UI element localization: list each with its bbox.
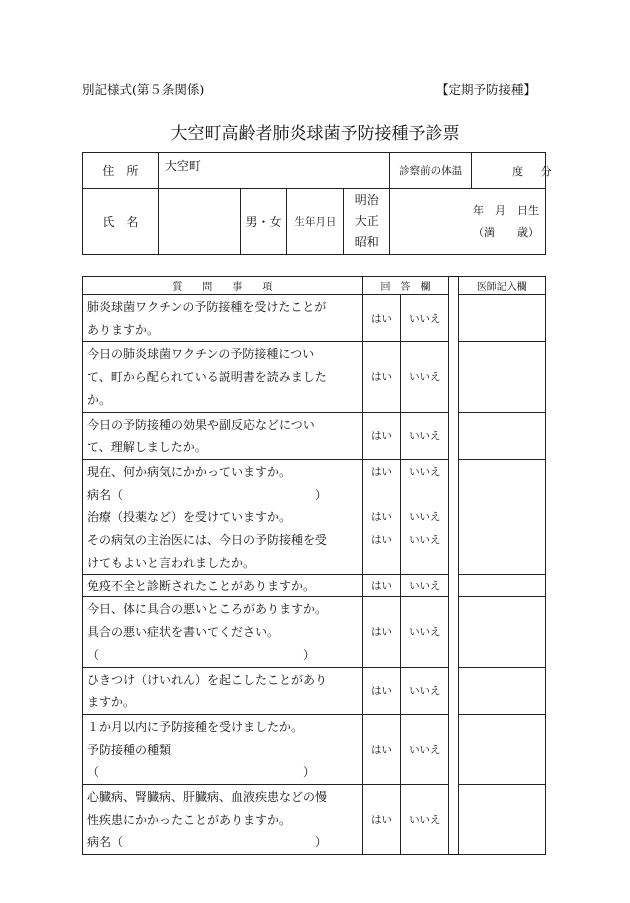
- birthdate-units: 年 月 日生: [473, 203, 539, 217]
- address-field[interactable]: [158, 153, 389, 189]
- question-table: [82, 276, 546, 855]
- no-option[interactable]: いいえ: [401, 597, 449, 667]
- yes-option[interactable]: はい: [362, 667, 401, 714]
- table-row: 心臓病、腎臓病、肝臓病、血液疾患などの慢 性疾患にかかったことがありますか。 病名（ ） はい いいえ: [83, 785, 546, 855]
- table-row: 今日の肺炎球菌ワクチンの予防接種につい て、町から配られている説明書を読みました か。 はい いいえ: [83, 342, 546, 412]
- address-label: 住 所: [83, 153, 159, 189]
- era-options[interactable]: [344, 189, 390, 255]
- doctor-note-cell[interactable]: [458, 667, 545, 714]
- doctor-note-cell[interactable]: [458, 597, 545, 667]
- doctor-note-cell[interactable]: [458, 575, 545, 597]
- no-option[interactable]: いいえ: [401, 785, 449, 855]
- no-option[interactable]: いいえ: [409, 511, 441, 524]
- age-parenthesis: （満 歳）: [473, 225, 539, 239]
- no-option[interactable]: いいえ: [401, 412, 449, 459]
- yes-option[interactable]: はい: [362, 575, 401, 597]
- no-option[interactable]: いいえ: [401, 667, 449, 714]
- yes-option[interactable]: はい: [362, 295, 401, 342]
- no-option[interactable]: いいえ: [409, 534, 441, 547]
- doctor-note-cell[interactable]: [458, 295, 545, 342]
- form-reference: 別記様式(第５条関係): [82, 82, 205, 97]
- table-row: 現在、何か病気にかかっていますか。 病名（ ） 治療（投薬など）を受けていますか。 その病気の主治医には、今日の予防接種を受 けてもよいと言われましたか。 はい はい はい いいえ いいえ いいえ: [83, 459, 546, 575]
- header-answer: 回 答 欄: [362, 277, 449, 295]
- birthdate-label: 生年月日: [287, 189, 344, 255]
- no-option[interactable]: いいえ: [401, 575, 449, 597]
- form-category: 【定期予防接種】: [436, 82, 537, 97]
- yes-option[interactable]: はい: [362, 412, 401, 459]
- doctor-note-cell[interactable]: [458, 785, 545, 855]
- temperature-label: 診察前の体温: [390, 153, 472, 189]
- no-option[interactable]: いいえ: [401, 295, 449, 342]
- doctor-note-cell[interactable]: [458, 714, 545, 784]
- yes-option[interactable]: はい: [362, 785, 401, 855]
- table-row: 今日の予防接種の効果や副反応などについ て、理解しましたか。 はい いいえ: [83, 412, 546, 459]
- no-option[interactable]: いいえ: [401, 342, 449, 412]
- header-question: 質 問 事 項: [83, 277, 363, 295]
- yes-option[interactable]: はい: [362, 342, 401, 412]
- sex-selector[interactable]: 男・女: [240, 189, 287, 255]
- address-value: 大空町: [164, 159, 201, 173]
- yes-option[interactable]: はい: [371, 534, 393, 547]
- personal-info-table: [82, 152, 552, 255]
- yes-option[interactable]: はい: [362, 714, 401, 784]
- temperature-unit-tenth: 分: [540, 164, 552, 178]
- doctor-note-cell[interactable]: [458, 459, 545, 575]
- doctor-note-cell[interactable]: [458, 342, 545, 412]
- table-row: 免疫不全と診断されたことがありますか。 はい いいえ: [83, 575, 546, 597]
- table-row: １か月以内に予防接種を受けましたか。 予防接種の種類 （ ） はい いいえ: [83, 714, 546, 784]
- table-row: ひきつけ（けいれん）を起こしたことがあり ますか。 はい いいえ: [83, 667, 546, 714]
- era-showa[interactable]: 昭和: [354, 235, 379, 249]
- temperature-unit-degree: 度: [512, 164, 524, 178]
- name-field[interactable]: [158, 189, 240, 255]
- yes-option[interactable]: はい: [371, 511, 393, 524]
- era-meiji[interactable]: 明治: [354, 193, 379, 207]
- page-title: 大空町高齢者肺炎球菌予防接種予診票: [170, 124, 460, 144]
- yes-option[interactable]: はい: [362, 597, 401, 667]
- header-doctor: 医師記入欄: [458, 277, 545, 295]
- era-taisho[interactable]: 大正: [354, 214, 379, 228]
- no-option[interactable]: いいえ: [401, 714, 449, 784]
- yes-option[interactable]: はい: [371, 465, 393, 478]
- temperature-field[interactable]: [472, 153, 552, 189]
- doctor-note-cell[interactable]: [458, 412, 545, 459]
- no-option[interactable]: いいえ: [409, 465, 441, 478]
- name-label: 氏 名: [83, 189, 159, 255]
- table-row: 肺炎球菌ワクチンの予防接種を受けたことが ありますか。 はい いいえ: [83, 295, 546, 342]
- table-row: 今日、体に具合の悪いところがありますか。 具合の悪い症状を書いてください。 （ ） はい いいえ: [83, 597, 546, 667]
- birthdate-field[interactable]: [390, 189, 546, 255]
